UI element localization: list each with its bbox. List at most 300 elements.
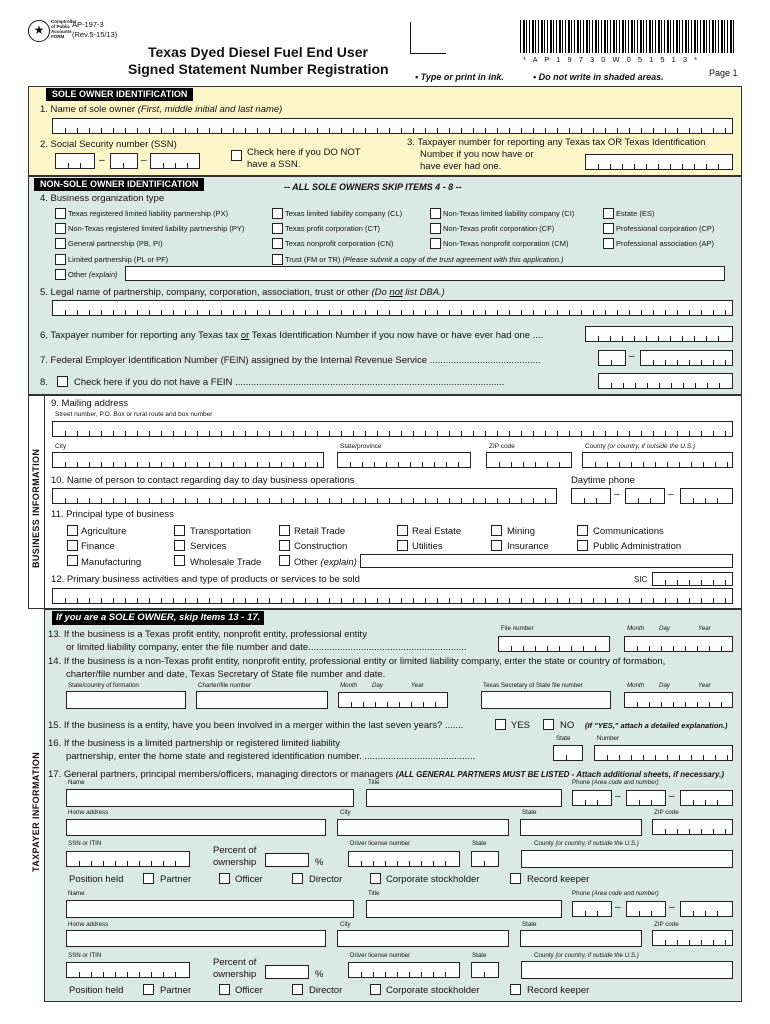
state-label: State/province: [340, 443, 382, 450]
field-tick: [655, 755, 656, 760]
page-number: Page 1: [709, 68, 738, 78]
field-tick: [653, 128, 654, 133]
p1-city-field[interactable]: [337, 819, 509, 836]
field-tick: [485, 431, 486, 436]
field-tick: [377, 598, 378, 603]
phone-area-field[interactable]: [571, 488, 611, 504]
org-cm-label: Non-Texas nonprofit corporation (CM): [443, 239, 569, 248]
type-public-admin-checkbox[interactable]: [577, 540, 588, 551]
p2-phone-prefix-field[interactable]: [626, 901, 666, 917]
type-communications-checkbox[interactable]: [577, 525, 588, 536]
org-pl-checkbox[interactable]: [55, 254, 66, 265]
p2-officer-checkbox[interactable]: [219, 984, 230, 995]
field-tick: [691, 755, 692, 760]
type-finance-checkbox[interactable]: [67, 540, 78, 551]
p1-name-field[interactable]: [66, 789, 354, 807]
type-public-admin-label: Public Administration: [593, 541, 682, 552]
p2-state-field[interactable]: [520, 930, 642, 947]
street-field[interactable]: [52, 421, 733, 437]
field-tick: [161, 598, 162, 603]
field-tick: [127, 972, 128, 977]
p2-director-label: Director: [309, 985, 343, 996]
field-tick: [163, 163, 164, 168]
field-tick: [533, 498, 534, 503]
charter-field[interactable]: [196, 691, 328, 709]
field-tick: [689, 580, 690, 585]
p2-title-label: Title: [368, 890, 380, 897]
field-tick: [409, 972, 410, 977]
field-tick: [389, 128, 390, 133]
field-tick: [713, 580, 714, 585]
org-ci-checkbox[interactable]: [430, 208, 441, 219]
instruction-shaded: • Do not write in shaded areas.: [533, 72, 664, 82]
org-other-checkbox[interactable]: [55, 269, 66, 280]
p1-county-hint: (or country, if outside the U.S.): [555, 840, 639, 847]
field-tick: [374, 462, 375, 467]
field-tick: [689, 431, 690, 436]
field-tick: [622, 164, 623, 169]
field-tick: [269, 431, 270, 436]
ssn-field-3[interactable]: [150, 153, 200, 169]
field-tick: [293, 462, 294, 467]
county-field[interactable]: [582, 452, 733, 468]
field-tick: [185, 462, 186, 467]
org-py-checkbox[interactable]: [55, 223, 66, 234]
sic-field[interactable]: [652, 572, 733, 586]
org-cl-label: Texas limited liability company (CL): [285, 209, 403, 218]
p2-percent-label-2: ownership: [213, 969, 257, 980]
field-tick: [449, 310, 450, 315]
sos-date-field[interactable]: [624, 692, 733, 708]
field-tick: [703, 462, 704, 467]
taxpayer-header: If you are a SOLE OWNER, skip Items 13 - 17.: [52, 611, 264, 625]
field-tick: [647, 383, 648, 388]
field-tick: [533, 431, 534, 436]
type-other-text: Other: [294, 557, 318, 568]
field-tick: [329, 598, 330, 603]
type-utilities-label: Utilities: [412, 541, 443, 552]
field-tick: [434, 462, 435, 467]
no-fein-field[interactable]: [598, 373, 733, 389]
p2-partner-checkbox[interactable]: [143, 984, 154, 995]
p1-stockholder-checkbox[interactable]: [370, 873, 381, 884]
daytime-phone-label: Daytime phone: [571, 475, 635, 486]
year-label-13: Year: [698, 625, 711, 632]
p2-dl-state-field[interactable]: [471, 962, 499, 978]
field-tick: [695, 383, 696, 388]
field-tick: [533, 128, 534, 133]
field-tick: [569, 310, 570, 315]
field-tick: [691, 462, 692, 467]
phone-prefix-field[interactable]: [625, 488, 665, 504]
field-tick: [682, 164, 683, 169]
field-tick: [641, 128, 642, 133]
field-tick: [617, 128, 618, 133]
state-field[interactable]: [337, 452, 471, 468]
type-other-checkbox[interactable]: [279, 555, 290, 566]
org-cn-label: Texas nonprofit corporation (CN): [285, 239, 394, 248]
type-wholesale-checkbox[interactable]: [174, 555, 185, 566]
field-tick: [581, 598, 582, 603]
field-tick: [610, 164, 611, 169]
field-tick: [353, 128, 354, 133]
field-tick: [175, 163, 176, 168]
field-tick: [80, 163, 81, 168]
ssn-field-1[interactable]: [55, 153, 95, 169]
p2-address-label: Home address: [68, 921, 109, 928]
p2-title-field[interactable]: [366, 900, 562, 918]
type-manufacturing-checkbox[interactable]: [67, 555, 78, 566]
field-tick: [521, 498, 522, 503]
no-ssn-checkbox[interactable]: [231, 150, 242, 161]
type-retail-checkbox[interactable]: [279, 525, 290, 536]
p1-dl-state-field[interactable]: [471, 851, 499, 867]
field-tick: [351, 702, 352, 707]
field-tick: [123, 163, 124, 168]
field-tick: [665, 431, 666, 436]
form-number: AP-197-3: [72, 20, 104, 29]
type-services-checkbox[interactable]: [174, 540, 185, 551]
field-tick: [365, 431, 366, 436]
p1-percent-field[interactable]: [265, 853, 309, 867]
field-tick: [639, 800, 640, 805]
sole-taxpayer-number-field[interactable]: [585, 154, 733, 170]
field-tick: [425, 310, 426, 315]
lp-state-field[interactable]: [553, 745, 583, 761]
business-activities-field[interactable]: [52, 588, 733, 604]
field-tick: [233, 598, 234, 603]
phone-line-field[interactable]: [680, 488, 733, 504]
p2-phone-text: Phone: [572, 890, 590, 897]
field-tick: [437, 310, 438, 315]
item6-text-b: Texas Identification Number if you now have or have ever had one ....: [249, 330, 544, 341]
item9-label: 9. Mailing address: [51, 398, 129, 409]
field-tick: [693, 498, 694, 503]
field-tick: [305, 128, 306, 133]
field-tick: [269, 310, 270, 315]
org-cn-checkbox[interactable]: [272, 238, 283, 249]
type-insurance-label: Insurance: [507, 541, 549, 552]
p1-phone-line-field[interactable]: [680, 790, 733, 806]
p2-phone-area-field[interactable]: [572, 901, 612, 917]
org-ap-checkbox[interactable]: [603, 238, 614, 249]
field-tick: [293, 128, 294, 133]
no-fein-checkbox[interactable]: [57, 376, 68, 387]
field-tick: [245, 431, 246, 436]
field-tick: [293, 598, 294, 603]
field-tick: [484, 972, 485, 977]
p1-title-field[interactable]: [366, 789, 562, 807]
p1-record-keeper-checkbox[interactable]: [510, 873, 521, 884]
field-tick: [209, 498, 210, 503]
type-transportation-label: Transportation: [190, 526, 251, 537]
field-tick: [149, 128, 150, 133]
field-tick: [281, 598, 282, 603]
sos-file-label: Texas Secretary of State file number: [483, 682, 583, 689]
item15-label: 15. If the business is a entity, have you been involved in a merger within the last seven years? .......: [48, 720, 464, 731]
p1-director-label: Director: [309, 874, 343, 885]
org-trust-checkbox[interactable]: [272, 254, 283, 265]
item6-text-a: 6. Taxpayer number for reporting any Texas tax: [40, 330, 241, 341]
field-tick: [385, 972, 386, 977]
field-tick: [209, 598, 210, 603]
field-tick: [535, 646, 536, 651]
zip-field[interactable]: [486, 452, 572, 468]
field-tick: [89, 310, 90, 315]
field-tick: [713, 829, 714, 834]
form-revision: (Rev.5-15/13): [72, 30, 118, 39]
field-tick: [197, 462, 198, 467]
type-mining-checkbox[interactable]: [491, 525, 502, 536]
year-label-14b: Year: [698, 682, 711, 689]
p2-dl-field[interactable]: [348, 962, 460, 978]
field-tick: [113, 598, 114, 603]
field-tick: [163, 972, 164, 977]
p1-zip-field[interactable]: [652, 819, 733, 835]
field-tick: [619, 462, 620, 467]
comptroller-seal-icon: ★: [28, 20, 50, 42]
p1-ssn-field[interactable]: [66, 851, 190, 867]
field-tick: [701, 360, 702, 365]
merger-note: (If "YES," attach a detailed explanation.): [585, 721, 728, 730]
type-other-hint: (explain): [320, 557, 357, 568]
field-tick: [365, 498, 366, 503]
p1-phone-dash-2: –: [669, 791, 675, 802]
field-tick: [705, 800, 706, 805]
p2-zip-field[interactable]: [652, 930, 733, 946]
ssn-dash-1: –: [99, 155, 105, 166]
field-tick: [401, 310, 402, 315]
p2-percent-field[interactable]: [265, 965, 309, 979]
field-tick: [605, 128, 606, 133]
field-tick: [305, 498, 306, 503]
org-cm-checkbox[interactable]: [430, 238, 441, 249]
type-insurance-checkbox[interactable]: [491, 540, 502, 551]
field-tick: [221, 498, 222, 503]
p1-dl-field[interactable]: [348, 851, 460, 867]
field-tick: [425, 431, 426, 436]
field-tick: [209, 310, 210, 315]
sole-owner-name-field[interactable]: [52, 118, 733, 134]
p2-stockholder-checkbox[interactable]: [370, 984, 381, 995]
type-transportation-checkbox[interactable]: [174, 525, 185, 536]
field-tick: [257, 431, 258, 436]
p2-address-field[interactable]: [66, 930, 326, 947]
field-tick: [725, 940, 726, 945]
p1-phone-dash-1: –: [615, 791, 621, 802]
field-tick: [387, 702, 388, 707]
p2-state-label: State: [522, 921, 537, 928]
field-tick: [101, 128, 102, 133]
p2-phone-line-field[interactable]: [680, 901, 733, 917]
p2-phone-label: [572, 891, 659, 897]
p2-county-field[interactable]: [521, 961, 733, 979]
type-mining-label: Mining: [507, 526, 535, 537]
field-tick: [523, 462, 524, 467]
p1-director-checkbox[interactable]: [292, 873, 303, 884]
field-tick: [509, 598, 510, 603]
org-px-checkbox[interactable]: [55, 208, 66, 219]
merger-no-label: NO: [560, 720, 575, 731]
org-pb-checkbox[interactable]: [55, 238, 66, 249]
p2-county-text: County: [534, 952, 554, 959]
type-agriculture-checkbox[interactable]: [67, 525, 78, 536]
field-tick: [175, 972, 176, 977]
field-tick: [701, 940, 702, 945]
month-label-13: Month: [627, 625, 645, 632]
field-tick: [533, 598, 534, 603]
merger-yes-label: YES: [511, 720, 531, 731]
field-tick: [670, 336, 671, 341]
p1-name-label: Name: [68, 779, 85, 786]
item6-or: or: [240, 330, 250, 341]
field-tick: [725, 360, 726, 365]
field-tick: [641, 431, 642, 436]
type-other-explain-field[interactable]: [360, 554, 733, 568]
org-cp-checkbox[interactable]: [603, 223, 614, 234]
sos-file-field[interactable]: [481, 691, 611, 709]
type-utilities-checkbox[interactable]: [397, 540, 408, 551]
instruction-print: • Type or print in ink.: [415, 72, 504, 82]
contact-name-field[interactable]: [52, 488, 557, 504]
p2-city-field[interactable]: [337, 930, 509, 947]
form-title-1: Texas Dyed Diesel Fuel End User: [148, 44, 368, 60]
taxpayer-number-field[interactable]: [585, 326, 733, 342]
field-tick: [689, 829, 690, 834]
p1-county-field[interactable]: [521, 850, 733, 868]
field-tick: [103, 861, 104, 866]
state-country-field[interactable]: [66, 691, 186, 709]
p1-phone-prefix-field[interactable]: [626, 790, 666, 806]
field-tick: [639, 911, 640, 916]
field-tick: [683, 383, 684, 388]
field-tick: [221, 598, 222, 603]
legal-name-field[interactable]: [52, 300, 733, 316]
field-tick: [435, 702, 436, 707]
field-tick: [353, 310, 354, 315]
field-tick: [569, 598, 570, 603]
org-es-checkbox[interactable]: [603, 208, 614, 219]
org-cl-checkbox[interactable]: [272, 208, 283, 219]
city-label: City: [55, 443, 67, 450]
field-tick: [397, 972, 398, 977]
ssn-field-2[interactable]: [110, 153, 138, 169]
item1-text: 1. Name of sole owner: [40, 104, 136, 115]
field-tick: [535, 462, 536, 467]
p1-dl-label: Driver license number: [350, 840, 411, 847]
type-construction-checkbox[interactable]: [279, 540, 290, 551]
field-tick: [713, 598, 714, 603]
p2-record-keeper-checkbox[interactable]: [510, 984, 521, 995]
field-tick: [583, 646, 584, 651]
field-tick: [125, 462, 126, 467]
type-services-label: Services: [190, 541, 227, 552]
field-tick: [659, 383, 660, 388]
field-tick: [607, 755, 608, 760]
field-tick: [221, 128, 222, 133]
field-tick: [566, 755, 567, 760]
p1-phone-area-field[interactable]: [572, 790, 612, 806]
type-real-estate-checkbox[interactable]: [397, 525, 408, 536]
field-tick: [375, 702, 376, 707]
item3-label-1: 3. Taxpayer number for reporting any Texas tax OR Texas Identification: [407, 137, 706, 148]
field-tick: [89, 598, 90, 603]
field-tick: [293, 431, 294, 436]
org-ct-checkbox[interactable]: [272, 223, 283, 234]
field-tick: [461, 128, 462, 133]
field-tick: [317, 598, 318, 603]
day-label-13: Day: [659, 625, 671, 632]
field-tick: [689, 310, 690, 315]
p2-director-checkbox[interactable]: [292, 984, 303, 995]
phone-dash-1: –: [614, 489, 620, 500]
p1-record-keeper-label: Record keeper: [527, 874, 590, 885]
city-field[interactable]: [52, 452, 324, 468]
field-tick: [101, 310, 102, 315]
merger-no-checkbox[interactable]: [543, 719, 554, 730]
field-tick: [125, 431, 126, 436]
p1-partner-checkbox[interactable]: [143, 873, 154, 884]
field-tick: [317, 462, 318, 467]
street-label: Street number, P.O. Box or rural route and box number: [55, 411, 213, 418]
no-ssn-label-1: Check here if you DO NOT: [247, 147, 361, 158]
charter-date-field[interactable]: [338, 692, 448, 708]
lp-number-field[interactable]: [594, 745, 733, 761]
p2-ssn-field[interactable]: [66, 962, 190, 978]
org-pl-label: Limited partnership (PL or PF): [68, 255, 169, 264]
field-tick: [329, 431, 330, 436]
fein-field-1[interactable]: [598, 350, 626, 366]
field-tick: [638, 498, 639, 503]
org-other-explain-field[interactable]: [125, 266, 725, 281]
org-cf-checkbox[interactable]: [430, 223, 441, 234]
ssn-dash-2: –: [141, 155, 147, 166]
p2-ssn-label: SSN or ITIN: [68, 952, 102, 959]
field-tick: [619, 755, 620, 760]
p1-address-label: Home address: [68, 809, 109, 816]
field-tick: [631, 462, 632, 467]
p2-name-field[interactable]: [66, 900, 354, 918]
org-px-label: Texas registered limited liability partnership (PX): [68, 209, 229, 218]
field-tick: [269, 498, 270, 503]
field-tick: [677, 128, 678, 133]
field-tick: [149, 498, 150, 503]
field-tick: [485, 598, 486, 603]
field-tick: [557, 128, 558, 133]
field-tick: [413, 498, 414, 503]
p1-state-field[interactable]: [520, 819, 642, 836]
field-tick: [89, 462, 90, 467]
field-tick: [425, 598, 426, 603]
field-tick: [65, 310, 66, 315]
field-tick: [65, 462, 66, 467]
field-tick: [677, 598, 678, 603]
field-tick: [598, 336, 599, 341]
field-tick: [409, 861, 410, 866]
p1-address-field[interactable]: [66, 819, 326, 836]
file-number-field[interactable]: [498, 636, 610, 652]
field-tick: [641, 598, 642, 603]
file-date-field[interactable]: [624, 636, 733, 652]
field-tick: [473, 598, 474, 603]
field-tick: [545, 128, 546, 133]
field-tick: [679, 755, 680, 760]
field-tick: [717, 911, 718, 916]
merger-yes-checkbox[interactable]: [495, 719, 506, 730]
p1-officer-checkbox[interactable]: [219, 873, 230, 884]
field-tick: [653, 431, 654, 436]
fein-field-2[interactable]: [640, 350, 733, 366]
